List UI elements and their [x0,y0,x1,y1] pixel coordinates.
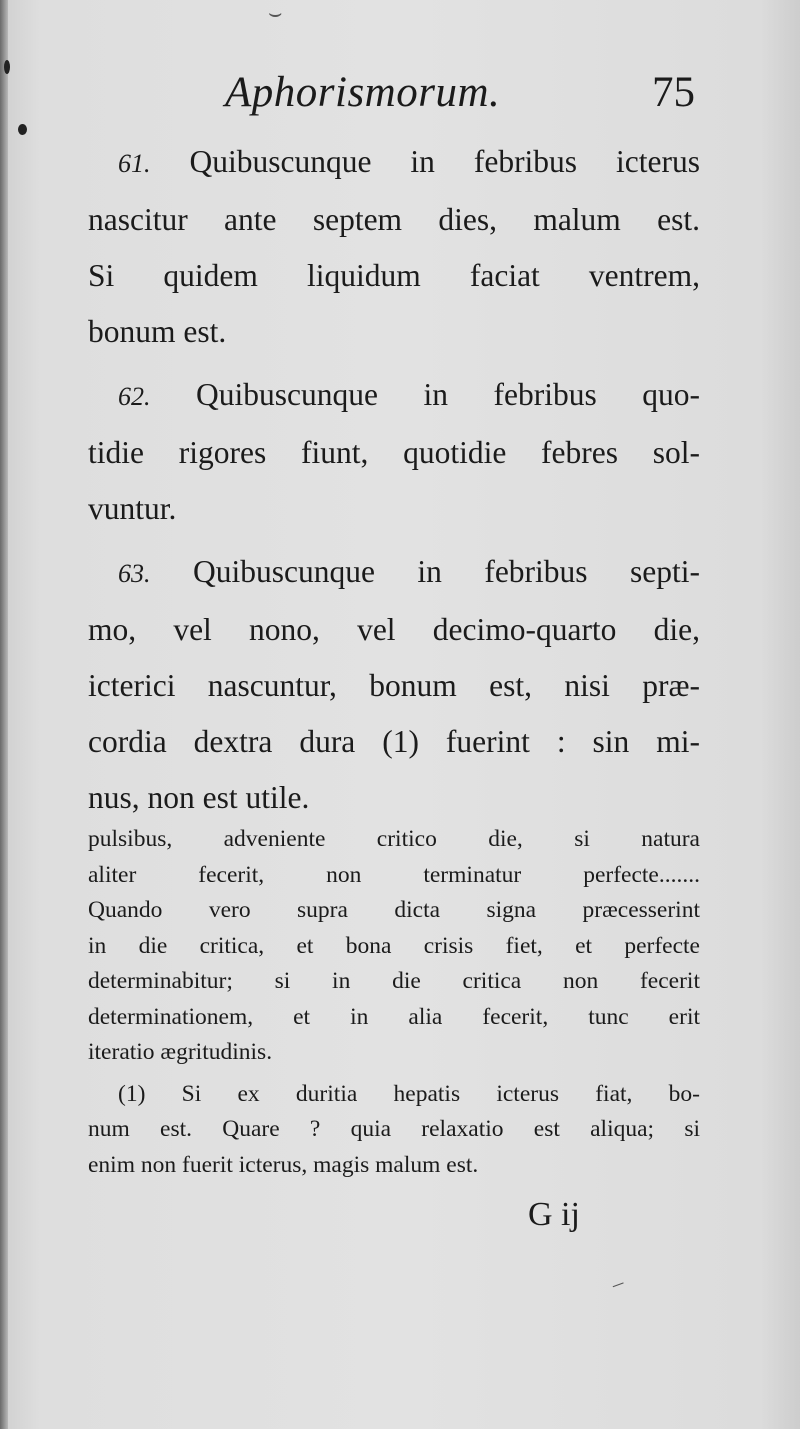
aphorism-line: bonum est. [88,314,227,349]
aphorism-number: 61. [118,149,151,178]
ink-spot [4,60,10,74]
binding-edge [0,0,8,1429]
page-number: 75 [652,69,695,116]
footnote-line: iteratio ægritudinis. [88,1039,273,1065]
aphorism-number: 62. [118,382,151,411]
aphorism-line-text: Quibuscunque in febribus quo- [150,377,700,412]
signature-mark: G ij [528,1196,580,1233]
aphorism-line-text: Quibuscunque in febribus septi- [150,554,700,589]
footnote-1 [88,1077,700,1184]
pencil-mark: – [607,1268,627,1297]
aphorism-line: tidie rigores fiunt, quotidie febres sol- [88,435,700,470]
aphorisms-text [88,134,700,833]
footnote-line: num est. Quare ? quia relaxatio est aliqua; si [88,1116,700,1142]
aphorism-line: mo, vel nono, vel decimo-quarto die, [88,612,700,647]
aphorism-63 [88,544,700,826]
page-header [225,68,695,128]
aphorism-line: cordia dextra dura (1) fuerint : sin mi- [88,724,700,759]
aphorism-number: 63. [118,559,151,588]
aphorism-line: icterici nascuntur, bonum est, nisi præ- [88,668,700,703]
footnote-line: aliter fecerit, non terminatur perfecte....... [88,861,700,888]
footnote-line: in die critica, et bona crisis fiet, et perfecte [88,932,700,959]
footnote-line: enim non fuerit icterus, magis malum est. [88,1151,479,1178]
footnotes [88,822,700,1189]
ink-spot [18,124,27,135]
footnote-continuation [88,822,700,1071]
aphorism-line [88,367,700,425]
aphorism-line: Si quidem liquidum faciat ventrem, [88,258,700,293]
footnote-line: Quando vero supra dicta signa præcesserint [88,897,700,923]
footnote-line: determinabitur; si in die critica non fecerit [88,968,700,994]
aphorism-62 [88,367,700,537]
aphorism-line: vuntur. [88,491,177,526]
aphorism-line: nus, non est utile. [88,780,310,815]
aphorism-61 [88,134,700,360]
footnote-line: determinationem, et in alia fecerit, tunc erit [88,1003,700,1030]
running-title: Aphorismorum. [225,69,501,116]
aphorism-line: nascitur ante septem dies, malum est. [88,202,700,237]
aphorism-line [88,544,700,602]
aphorism-line-text: Quibuscunque in febribus icterus [150,144,700,179]
aphorism-line [88,134,700,192]
pencil-mark: ⌣ [268,0,283,25]
footnote-line: pulsibus, adveniente critico die, si natura [88,826,700,852]
footnote-line: (1) Si ex duritia hepatis icterus fiat, bo- [118,1080,700,1107]
